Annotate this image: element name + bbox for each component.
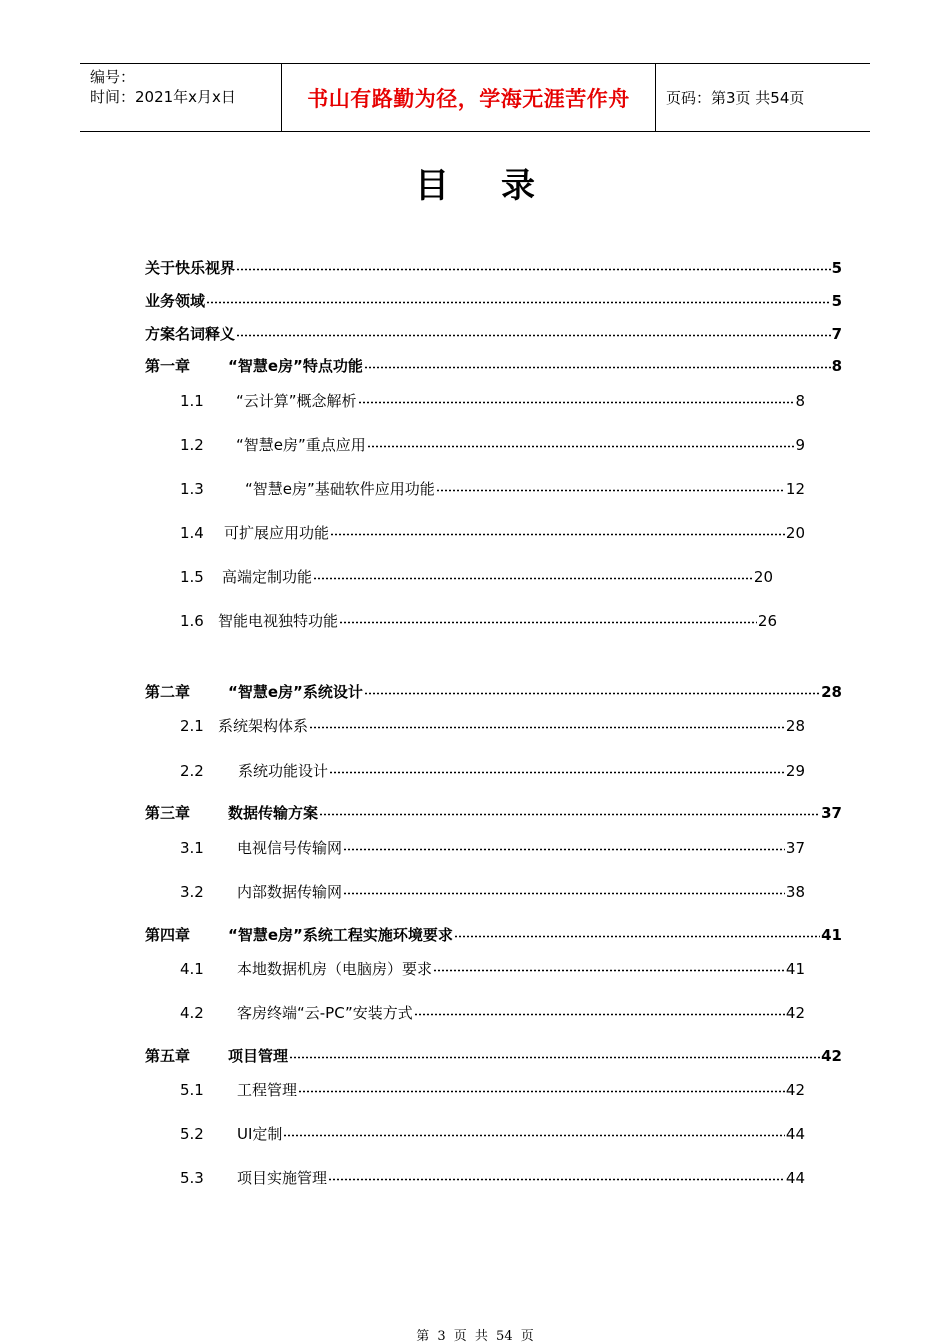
toc-dot-leader bbox=[364, 356, 831, 371]
toc-dot-leader bbox=[339, 611, 757, 626]
toc-dot-leader bbox=[313, 567, 753, 582]
toc-entry[interactable] bbox=[145, 290, 842, 311]
header-page-cell bbox=[656, 64, 870, 131]
toc-entry[interactable] bbox=[180, 760, 805, 781]
toc-entry[interactable] bbox=[180, 478, 805, 499]
toc-entry-title: “智慧e房”基础软件应用功能 bbox=[245, 480, 435, 498]
toc-entry-number: 1.3 bbox=[180, 480, 204, 498]
toc-entry[interactable] bbox=[145, 802, 842, 823]
toc-entry-number: 第五章 bbox=[145, 1047, 191, 1065]
toc-dot-leader bbox=[328, 1168, 785, 1183]
header-table bbox=[80, 63, 870, 132]
toc-entry[interactable] bbox=[180, 1079, 805, 1100]
toc-entry-number: 第一章 bbox=[145, 357, 191, 375]
toc-entry[interactable] bbox=[145, 1045, 842, 1066]
toc-entry-page: 38 bbox=[785, 883, 805, 901]
toc-entry[interactable] bbox=[180, 1123, 805, 1144]
toc-entry[interactable] bbox=[180, 1002, 805, 1023]
toc-dot-leader bbox=[319, 803, 820, 818]
toc-dot-leader bbox=[236, 324, 831, 339]
toc-entry[interactable] bbox=[180, 958, 805, 979]
toc-entry-page: 7 bbox=[831, 325, 842, 343]
toc-entry-title: 智能电视独特功能 bbox=[218, 612, 339, 630]
toc-entry-number: 5.3 bbox=[180, 1169, 204, 1187]
toc-entry[interactable] bbox=[180, 1167, 805, 1188]
toc-entry[interactable] bbox=[180, 434, 805, 455]
toc-dot-leader bbox=[206, 291, 831, 306]
toc-entry-page: 20 bbox=[753, 568, 773, 586]
toc-entry-page: 37 bbox=[785, 839, 805, 857]
toc-entry-title: 高端定制功能 bbox=[222, 568, 313, 586]
toc-entry-page: 42 bbox=[785, 1081, 805, 1099]
toc-entry-page: 5 bbox=[831, 292, 842, 310]
toc-entry[interactable] bbox=[180, 522, 805, 543]
toc-entry-page: 41 bbox=[785, 960, 805, 978]
toc-entry[interactable] bbox=[180, 566, 773, 587]
page-info: 页码：第3页 共54页 bbox=[666, 89, 805, 107]
toc-dot-leader bbox=[364, 682, 820, 697]
toc-entry[interactable] bbox=[180, 837, 805, 858]
toc-entry-title: 工程管理 bbox=[237, 1081, 298, 1099]
toc-entry[interactable] bbox=[180, 715, 805, 736]
motto: 书山有路勤为径，学海无涯苦作舟 bbox=[307, 86, 630, 111]
toc-entry-number: 1.6 bbox=[180, 612, 204, 630]
toc-entry-number: 1.4 bbox=[180, 524, 204, 542]
toc-entry-number: 4.2 bbox=[180, 1004, 204, 1022]
toc-entry[interactable] bbox=[145, 355, 842, 376]
toc-entry-title: 数据传输方案 bbox=[228, 804, 319, 822]
toc-entry-number: 第四章 bbox=[145, 926, 191, 944]
toc-entry[interactable] bbox=[180, 881, 805, 902]
toc-dot-leader bbox=[283, 1124, 785, 1139]
toc-entry[interactable] bbox=[145, 924, 842, 945]
toc-dot-leader bbox=[343, 882, 785, 897]
toc-entry-number: 2.2 bbox=[180, 762, 204, 780]
toc-entry-number: 4.1 bbox=[180, 960, 204, 978]
toc-entry-title: 关于快乐视界 bbox=[145, 259, 236, 277]
toc-entry-number: 1.5 bbox=[180, 568, 204, 586]
page-title: 目录 bbox=[415, 166, 587, 206]
toc-entry-number: 5.2 bbox=[180, 1125, 204, 1143]
toc-entry-page: 44 bbox=[785, 1169, 805, 1187]
toc-dot-leader bbox=[330, 523, 785, 538]
toc-dot-leader bbox=[329, 761, 785, 776]
toc-dot-leader bbox=[414, 1003, 785, 1018]
toc-dot-leader bbox=[289, 1046, 820, 1061]
toc-entry[interactable] bbox=[180, 610, 777, 631]
toc-entry-number: 3.1 bbox=[180, 839, 204, 857]
toc-dot-leader bbox=[454, 925, 820, 940]
toc-entry-number: 3.2 bbox=[180, 883, 204, 901]
toc-entry-number: 1.1 bbox=[180, 392, 204, 410]
toc-entry-number: 1.2 bbox=[180, 436, 204, 454]
toc-entry-title: “云计算”概念解析 bbox=[236, 392, 357, 410]
header-meta-cell bbox=[80, 64, 282, 131]
toc-entry[interactable] bbox=[145, 257, 842, 278]
header-motto-cell bbox=[282, 64, 656, 131]
toc-dot-leader bbox=[298, 1080, 785, 1095]
toc-entry-page: 12 bbox=[785, 480, 805, 498]
toc-entry-page: 42 bbox=[785, 1004, 805, 1022]
toc-entry-title: “智慧e房”重点应用 bbox=[236, 436, 366, 454]
toc-entry-number: 第三章 bbox=[145, 804, 191, 822]
toc-entry-number: 2.1 bbox=[180, 717, 204, 735]
toc-dot-leader bbox=[358, 391, 795, 406]
toc-entry-title: UI定制 bbox=[237, 1125, 283, 1143]
toc-entry-title: 系统功能设计 bbox=[238, 762, 329, 780]
toc-dot-leader bbox=[367, 435, 795, 450]
toc-dot-leader bbox=[343, 838, 785, 853]
toc-entry-page: 44 bbox=[785, 1125, 805, 1143]
toc-entry[interactable] bbox=[145, 681, 842, 702]
time-label: 时间：2021年x月x日 bbox=[90, 88, 236, 106]
toc-entry-page: 37 bbox=[821, 804, 842, 822]
toc-entry-number: 5.1 bbox=[180, 1081, 204, 1099]
toc-entry-title: “智慧e房”系统工程实施环境要求 bbox=[228, 926, 453, 944]
toc-entry-page: 20 bbox=[785, 524, 805, 542]
toc-entry-title: 客房终端“云-PC”安装方式 bbox=[237, 1004, 413, 1022]
toc-entry-page: 26 bbox=[757, 612, 777, 630]
toc-entry-title: 电视信号传输网 bbox=[237, 839, 343, 857]
toc-entry-page: 9 bbox=[795, 436, 805, 454]
toc-entry-page: 5 bbox=[831, 259, 842, 277]
toc-entry-page: 28 bbox=[821, 683, 842, 701]
toc-entry-title: 项目管理 bbox=[228, 1047, 289, 1065]
toc-dot-leader bbox=[309, 716, 785, 731]
toc-entry-number: 第二章 bbox=[145, 683, 191, 701]
toc-entry-title: “智慧e房”系统设计 bbox=[228, 683, 363, 701]
toc-entry-title: 项目实施管理 bbox=[237, 1169, 328, 1187]
toc-entry-title: 本地数据机房（电脑房）要求 bbox=[237, 960, 433, 978]
toc-entry-title: “智慧e房”特点功能 bbox=[228, 357, 363, 375]
toc-entry-page: 41 bbox=[821, 926, 842, 944]
toc-entry-page: 8 bbox=[795, 392, 805, 410]
toc-dot-leader bbox=[436, 479, 785, 494]
toc-entry-page: 8 bbox=[831, 357, 842, 375]
toc-entry-page: 29 bbox=[785, 762, 805, 780]
toc-entry-title: 业务领域 bbox=[145, 292, 206, 310]
toc-entry-title: 方案名词释义 bbox=[145, 325, 236, 343]
toc-entry[interactable] bbox=[145, 323, 842, 344]
toc-entry-title: 可扩展应用功能 bbox=[224, 524, 330, 542]
toc-entry[interactable] bbox=[180, 390, 805, 411]
toc-entry-page: 28 bbox=[785, 717, 805, 735]
toc-entry-title: 系统架构体系 bbox=[218, 717, 309, 735]
toc-entry-title: 内部数据传输网 bbox=[237, 883, 343, 901]
toc-dot-leader bbox=[433, 959, 785, 974]
code-label: 编号： bbox=[90, 68, 136, 86]
toc-entry-page: 42 bbox=[821, 1047, 842, 1065]
page-footer: 第 3 页 共 54 页 bbox=[416, 1329, 534, 1344]
toc-dot-leader bbox=[236, 258, 831, 273]
